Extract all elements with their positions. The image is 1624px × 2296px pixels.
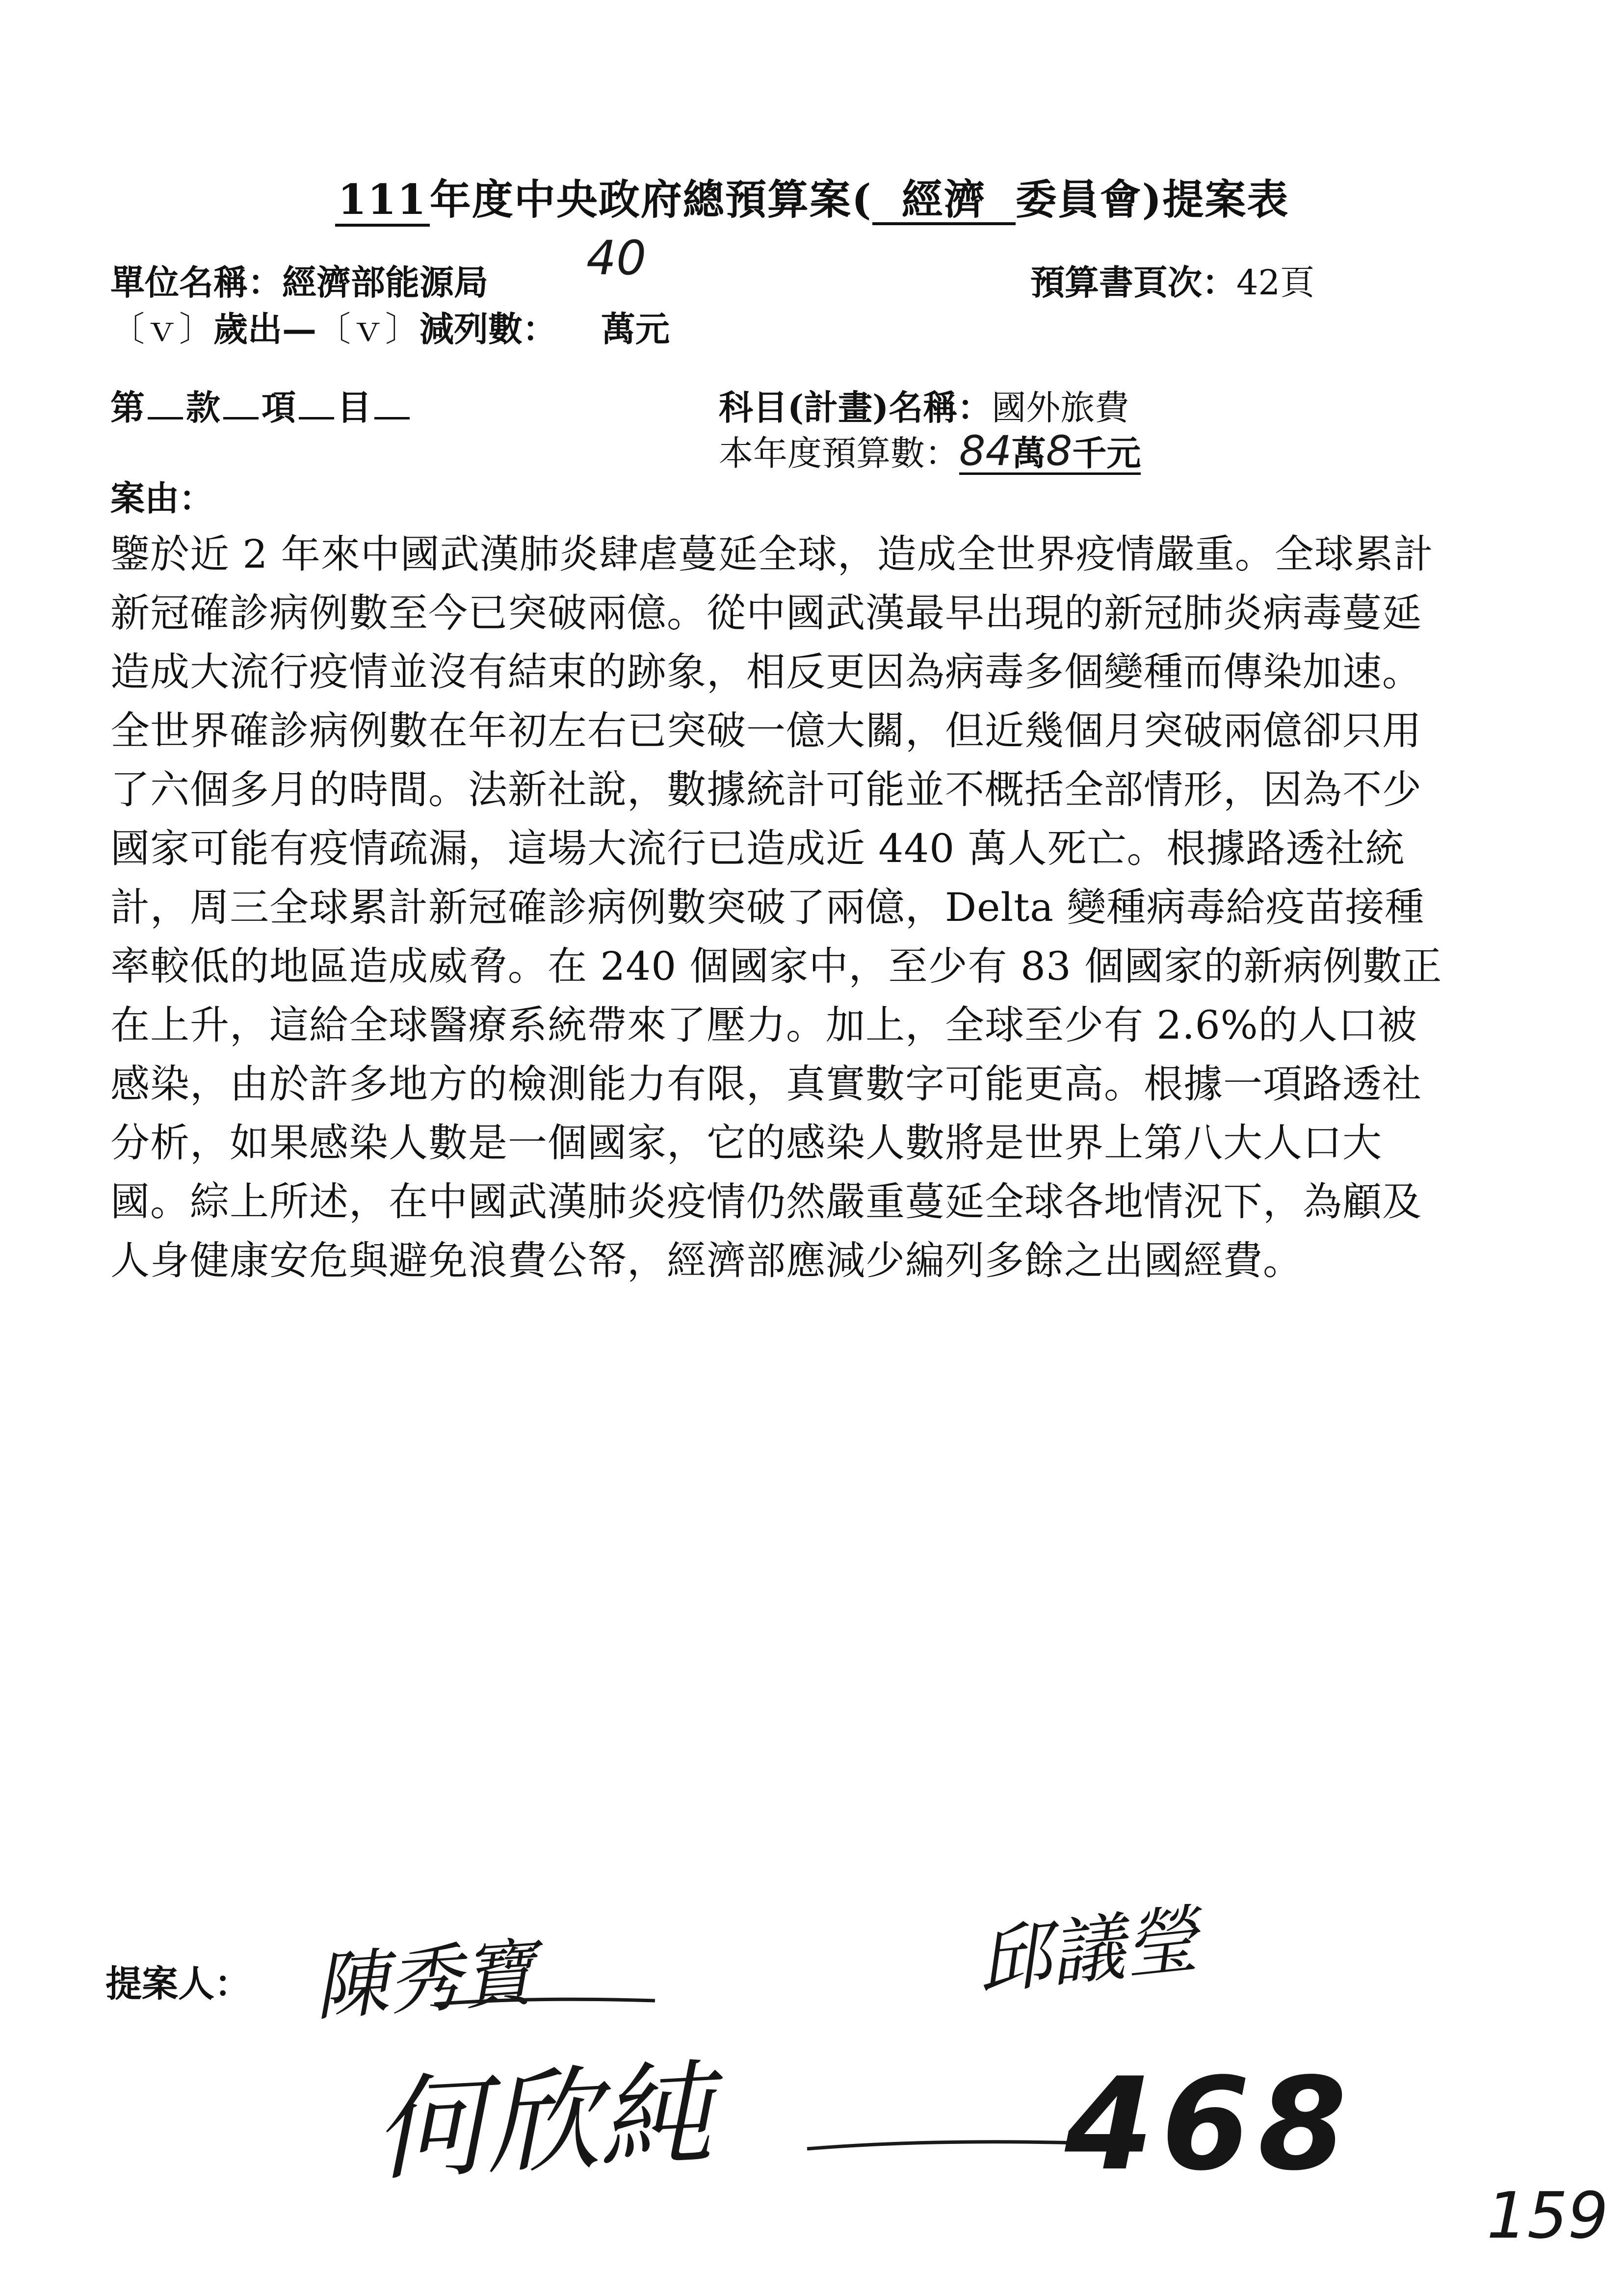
budget-page-row	[1030, 255, 1314, 305]
subject-row	[719, 380, 1129, 430]
signature-3-stroke	[805, 2129, 1079, 2159]
budget-page-label: 預算書頁次：	[1030, 262, 1236, 303]
blank-kuan	[148, 388, 183, 419]
unit-value: 經濟部能源局	[282, 262, 488, 303]
budget-page-value: 42	[1236, 262, 1281, 303]
case-line: 造成大流行疫情並沒有結束的跡象，相反更因為病毒多個變種而傳染加速。	[110, 649, 1422, 695]
title-mid: 年度中央政府總預算案(	[429, 175, 872, 224]
subject-label: 科目(計畫)名稱：	[719, 387, 992, 428]
class-xiang: 項	[262, 387, 296, 428]
class-di: 第	[110, 387, 145, 428]
checkbox-reduction: 〔ｖ〕	[316, 309, 419, 349]
case-line: 計，周三全球累計新冠確診病例數突破了兩億，Delta 變種病毒給疫苗接種	[110, 885, 1425, 930]
reduction-unit: 萬元	[601, 309, 670, 349]
current-budget-row	[719, 426, 1141, 475]
current-budget-unit-1: 萬	[1011, 433, 1046, 473]
current-budget-unit-2: 千元	[1072, 433, 1141, 473]
case-line: 全世界確診病例數在年初左右已突破一億大關，但近幾個月突破兩億卻只用	[110, 708, 1422, 754]
reduction-label: 減列數：	[419, 309, 557, 349]
case-line: 新冠確診病例數至今已突破兩億。從中國武漢最早出現的新冠肺炎病毒蔓延	[110, 590, 1422, 636]
subject-value: 國外旅費	[992, 388, 1129, 428]
expenditure-label: 歲出—	[213, 309, 316, 349]
handwritten-number: 468	[1065, 2051, 1355, 2199]
class-kuan: 款	[186, 387, 220, 428]
classification-row	[110, 380, 413, 430]
proposer-label: 提案人：	[105, 1963, 251, 2005]
current-budget-amount-2: 8	[1046, 427, 1073, 475]
current-budget-amount-1: 84	[959, 427, 1012, 475]
signature-1: 陳秀寶	[312, 1930, 538, 2031]
class-mu: 目	[337, 387, 371, 428]
case-line: 國。綜上所述，在中國武漢肺炎疫情仍然嚴重蔓延全球各地情況下，為顧及	[110, 1179, 1422, 1225]
case-label: 案由：	[110, 478, 213, 519]
unit-row	[110, 255, 488, 305]
signature-1-stroke	[432, 1992, 657, 2011]
case-line: 鑒於近 2 年來中國武漢肺炎肆虐蔓延全球，造成全世界疫情嚴重。全球累計	[110, 531, 1434, 577]
title-year: 111	[335, 175, 430, 227]
unit-label: 單位名稱：	[110, 262, 282, 303]
handwritten-reduction-amount: 40	[586, 231, 647, 286]
signature-3: 何欣純	[370, 2048, 715, 2197]
title-committee: 經濟	[872, 177, 1016, 225]
blank-mu	[299, 388, 334, 419]
case-line: 率較低的地區造成威脅。在 240 個國家中，至少有 83 個國家的新病例數正	[110, 943, 1442, 989]
blank-xiang	[223, 388, 259, 419]
signature-2: 邱議瑩	[973, 1897, 1202, 2005]
expenditure-row	[110, 302, 670, 351]
blank-end	[374, 388, 410, 419]
case-line: 國家可能有疫情疏漏，這場大流行已造成近 440 萬人死亡。根據路透社統	[110, 826, 1405, 871]
case-line: 分析，如果感染人數是一個國家，它的感染人數將是世界上第八大人口大	[110, 1120, 1382, 1166]
current-budget-label: 本年度預算數：	[719, 433, 959, 473]
case-line: 了六個多月的時間。法新社說，數據統計可能並不概括全部情形，因為不少	[110, 767, 1422, 812]
budget-page-suffix: 頁	[1280, 262, 1315, 303]
title-end: 委員會)提案表	[1015, 175, 1289, 224]
page-title	[0, 167, 1624, 226]
case-line: 感染，由於許多地方的檢測能力有限，真實數字可能更高。根據一項路透社	[110, 1061, 1422, 1107]
page-mark: 159	[1487, 2178, 1609, 2253]
checkbox-expenditure: 〔ｖ〕	[110, 309, 213, 349]
case-line: 在上升，這給全球醫療系統帶來了壓力。加上，全球至少有 2.6%的人口被	[110, 1002, 1417, 1048]
case-line: 人身健康安危與避免浪費公帑，經濟部應減少編列多餘之出國經費。	[110, 1238, 1303, 1283]
